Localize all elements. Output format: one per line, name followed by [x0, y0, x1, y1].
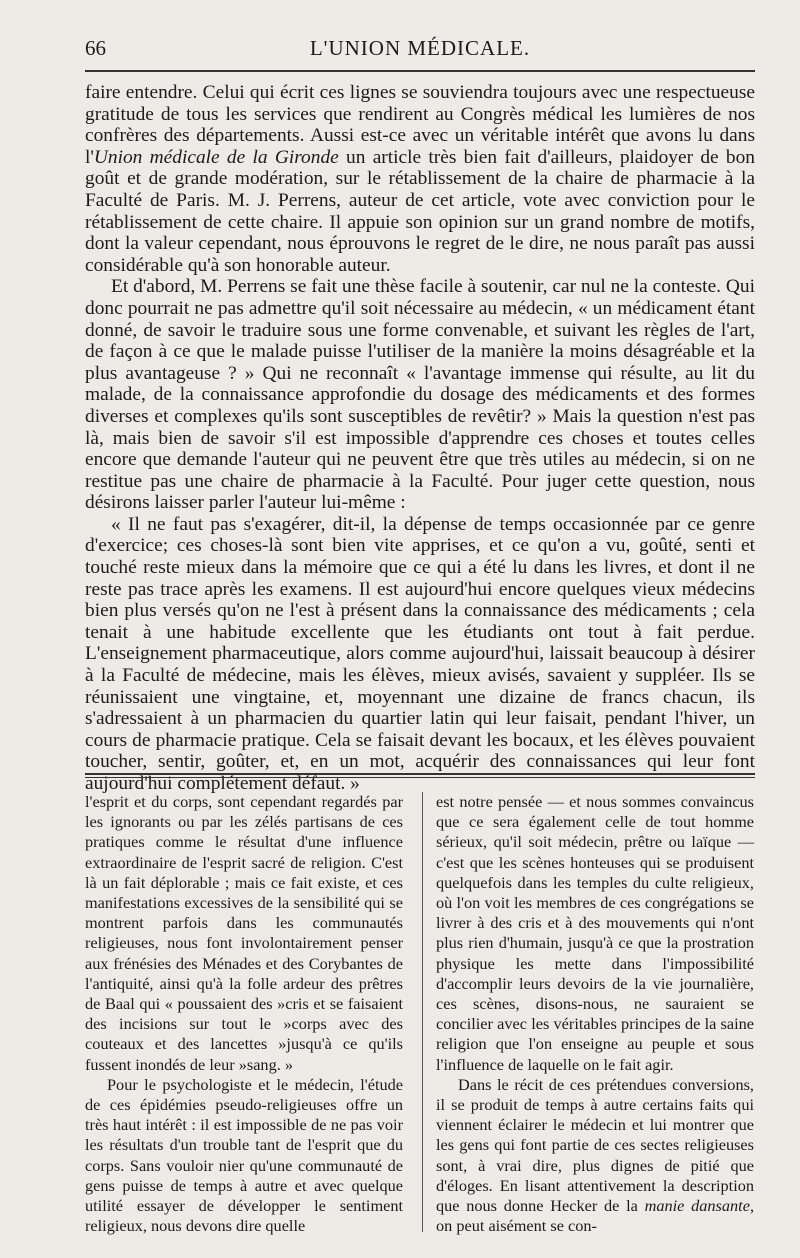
italic-term: manie dansante — [644, 1196, 750, 1216]
header-rule — [85, 70, 755, 72]
paragraph — [85, 82, 755, 276]
paragraph: Pour le psychologiste et le médecin, l'étude de ces épidémies pseudo-religieuses offre un très haut intérêt : il est impossible de ne pas voir les résultats d'un trouble tant de l'esprit que du corps. Sans vouloir nier qu'une communauté de gens puisse de temps à autre et avec quelque utilité essayer de développer le sentiment religieux, nous devons dire quelle — [85, 1074, 403, 1236]
paragraph — [436, 1075, 754, 1237]
paragraph: l'esprit et du corps, sont cependant regardés par les ignorants ou par les zélés partisans de ces pratiques comme le résultat d'une influence extraordinaire de l'esprit sacré de religion. C'est là un fait déplorable ; mais ce fait existe, et ces manifestations excessives de la sensibilité qui se montrent parfois dans les communautés religieuses, nous font involontairement penser aux frénésies des Ménades et des Corybantes de l'antiquité, ainsi qu'à la folle ardeur des prêtres de Baal qui « poussaient des »cris et se faisaient des incisions sur tout le »corps avec des couteaux et des lancettes »jusqu'à ce qu'ils fussent inondés de leur »sang. » — [85, 792, 403, 1074]
page-header — [85, 36, 755, 66]
page-number: 66 — [85, 36, 106, 60]
column-divider — [422, 792, 423, 1232]
paragraph: Et d'abord, M. Perrens se fait une thèse facile à soutenir, car nul ne la conteste. Qui donc pourrait ne pas admettre qu'il soit nécessaire au médecin, « un médicament étant donné, de savoir le traduire sous une forme convenable, et suivant les règles de l'art, de façon à ce que le malade puisse l'utiliser de la manière la moins désagréable et la plus avantageuse ? » Qui ne reconnaît « l'avantage immense qui résulte, au lit du malade, de la connaissance approfondie du dosage des médicaments et des formes diverses et complexes qu'ils sont susceptibles de revêtir? » Mais la question n'est pas là, mais bien de savoir s'il est impossible d'apprendre ces choses et toutes celles encore que demande l'auteur qui ne peuvent être que très utiles au médecin, si on ne restitue pas une chaire de pharmacie à la Faculté. Pour juger cette question, nous désirons laisser parler l'auteur lui-même : — [85, 276, 755, 514]
left-column — [85, 792, 403, 1236]
journal-title: Union médicale de la Gironde — [93, 146, 339, 168]
paragraph-text: un article très bien fait d'ailleurs, plaidoyer de bon goût et de grande modération, sur le rétablissement de la chaire de pharmacie à la Faculté de Paris. M. J. Perrens, auteur de cet article, vote avec conviction pour le rétablissement de cette chaire. Il appuie son opinion sur un grand nombre de motifs, dont la valeur cependant, nous éprouvons le regret de le dire, ne nous paraît pas aussi considérable qu'à son honorable auteur. — [85, 146, 755, 276]
section-divider — [85, 773, 755, 778]
paragraph-text: , on peut aisément se con- — [436, 1196, 755, 1236]
paragraph: est notre pensée — et nous sommes convaincus que ce sera également celle de tout homme sérieux, qu'il soit médecin, prêtre ou laïque — c'est que les scènes honteuses qui se produisent quelquefois dans les temples du culte religieux, où l'on voit les membres de ces congrégations se livrer à des cris et à des mouvements qui n'ont plus rien d'humain, jusqu'à ce que la prostration physique les mette dans l'impossibilité d'accomplir leurs devoirs de la vie journalière, ces scènes, disons-nous, ne sauraient se concilier avec les véritables principes de la saine religion que l'on enseigne au peuple et sous l'influence de laquelle on le fait agir. — [436, 792, 754, 1074]
quotation-paragraph: « Il ne faut pas s'exagérer, dit-il, la dépense de temps occasionnée par ce genre d'exercice; ces choses-là sont bien vite apprises, et ce qu'on a vu, goûté, senti et touché reste mieux dans la mémoire que ce qui a été lu dans les livres, et dont il ne reste pas trace après les examens. Il est aujourd'hui encore quelques vieux médecins bien plus versés qu'on ne l'est à présent dans la connaissance des médicaments ; cela tenait à une habitude excellente que les étudiants ont tout à fait perdue. L'enseignement pharmaceutique, alors comme aujourd'hui, laissait beaucoup à désirer à la Faculté de médecine, mais les élèves, mieux avisés, savaient y suppléer. Ils se réunissaient une vingtaine, et, moyennant une dizaine de francs chacun, ils s'adressaient à un pharmacien du quartier latin qui leur faisait, pendant l'hiver, un cours de pharmacie pratique. Cela se faisait devant les bocaux, et les élèves pouvaient toucher, sentir, goûter, et, en un mot, acquérir des connaissances qui leur font aujourd'hui complétement défaut. » — [85, 513, 755, 794]
paragraph-text: faire entendre. Celui qui écrit ces lignes se souviendra toujours avec une respectueuse gratitude de tous les services que rendirent au Congrès médical les lumières de nos confrères des départements. Aussi est-ce avec un véritable intérêt que avons lu dans l' — [85, 82, 755, 168]
running-title: L'UNION MÉDICALE. — [309, 36, 531, 60]
right-column — [436, 792, 754, 1236]
paragraph-text: Dans le récit de ces prétendues conversions, il se produit de temps à autre certains faits qui viennent éclairer le médecin et lui montrer que les gens qui font partie de ces sectes religieuses sont, à vrai dire, plus dignes de pitié que d'éloges. En lisant attentivement la description que nous donne Hecker de la — [436, 1074, 754, 1216]
main-text — [85, 82, 755, 795]
